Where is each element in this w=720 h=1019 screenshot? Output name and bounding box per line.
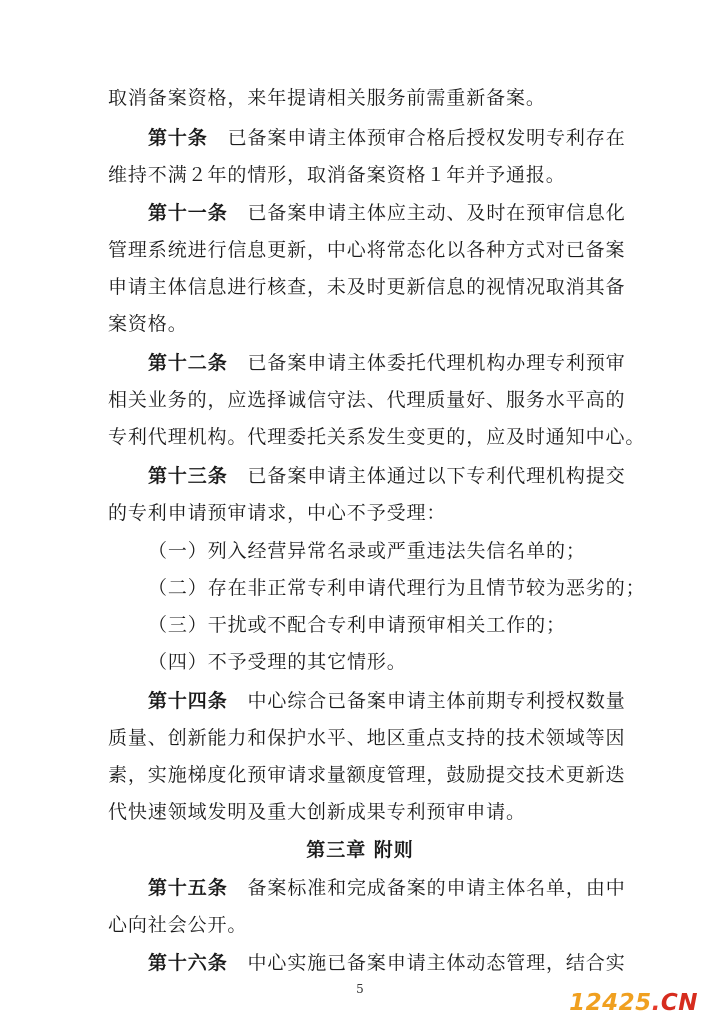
- text-line: 维持不满２年的情形，取消备案资格１年并予通报。: [108, 164, 566, 186]
- list-item: （三）干扰或不配合专利申请预审相关工作的；: [148, 614, 566, 636]
- article-16: 第十六条 中心实施已备案申请主体动态管理，结合实: [148, 952, 626, 974]
- article-number: 第十三条: [148, 465, 228, 487]
- text-line: 取消备案资格，来年提请相关服务前需重新备案。: [108, 87, 546, 109]
- list-item: （二）存在非正常专利申请代理行为且情节较为恶劣的；: [148, 577, 646, 599]
- text-line: 案资格。: [108, 313, 188, 335]
- article-number: 第十条: [148, 127, 208, 149]
- article-number: 第十五条: [148, 877, 228, 899]
- page-number: 5: [356, 982, 364, 996]
- text-line: 相关业务的，应选择诚信守法、代理质量好、服务水平高的: [108, 389, 626, 411]
- text-line: 代快速领域发明及重大创新成果专利预审申请。: [108, 801, 526, 823]
- text-line: 申请主体信息进行核查，未及时更新信息的视情况取消其备: [108, 276, 626, 298]
- text-line: 管理系统进行信息更新，中心将常态化以各种方式对已备案: [108, 239, 626, 261]
- text-line: 素，实施梯度化预审请求量额度管理，鼓励提交技术更新迭: [108, 764, 626, 786]
- text-line: 心向社会公开。: [108, 914, 248, 936]
- list-item: （四）不予受理的其它情形。: [148, 651, 407, 673]
- article-13: 第十三条 已备案申请主体通过以下专利代理机构提交: [148, 465, 626, 487]
- article-14: 第十四条 中心综合已备案申请主体前期专利授权数量: [148, 690, 626, 712]
- list-item: （一）列入经营异常名录或严重违法失信名单的；: [148, 540, 586, 562]
- article-12: 第十二条 已备案申请主体委托代理机构办理专利预审: [148, 352, 626, 374]
- site-watermark: 12425.CN: [569, 990, 698, 1016]
- article-10: 第十条 已备案申请主体预审合格后授权发明专利存在: [148, 127, 626, 149]
- article-number: 第十六条: [148, 952, 228, 974]
- text-line: 质量、创新能力和保护水平、地区重点支持的技术领域等因: [108, 727, 626, 749]
- article-number: 第十二条: [148, 352, 228, 374]
- text-line: 专利代理机构。代理委托关系发生变更的，应及时通知中心。: [108, 426, 646, 448]
- chapter-heading: 第三章 附则: [306, 839, 414, 861]
- article-number: 第十四条: [148, 690, 228, 712]
- article-number: 第十一条: [148, 202, 228, 224]
- text-line: 的专利申请预审请求，中心不予受理：: [108, 502, 447, 524]
- article-15: 第十五条 备案标准和完成备案的申请主体名单，由中: [148, 877, 626, 899]
- article-11: 第十一条 已备案申请主体应主动、及时在预审信息化: [148, 202, 626, 224]
